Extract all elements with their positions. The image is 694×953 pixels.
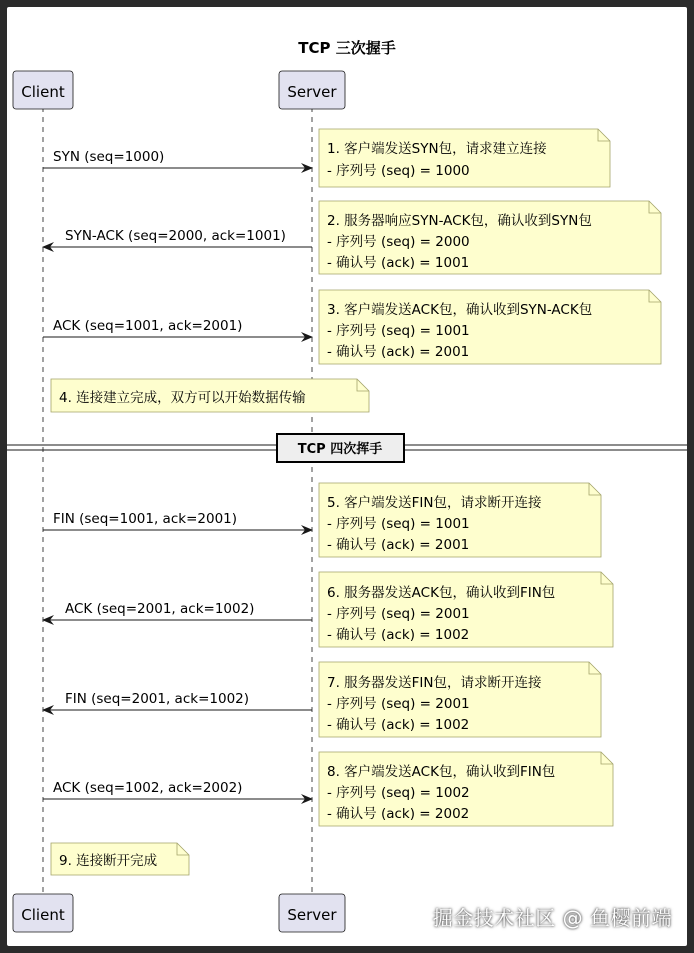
note-5 <box>319 483 601 557</box>
message-ack-server <box>43 601 312 620</box>
note-line: - 序列号 (seq) = 1002 <box>327 785 470 801</box>
message-label: ACK (seq=2001, ack=1002) <box>65 601 255 617</box>
participant-client-label: Client <box>21 906 65 924</box>
participant-server-label: Server <box>287 906 337 924</box>
message-ack <box>43 318 312 337</box>
note-line: 9. 连接断开完成 <box>59 853 158 869</box>
participant-server-label: Server <box>287 83 337 101</box>
note-2 <box>319 201 661 274</box>
message-label: FIN (seq=2001, ack=1002) <box>65 691 250 707</box>
note-1 <box>319 129 610 187</box>
message-fin-client <box>43 511 312 530</box>
note-line: - 序列号 (seq) = 1000 <box>327 163 470 179</box>
message-syn-ack <box>43 228 312 247</box>
note-3 <box>319 290 661 364</box>
participant-server-top <box>279 71 345 109</box>
section-divider <box>7 434 687 462</box>
message-label: ACK (seq=1001, ack=2001) <box>53 318 243 334</box>
note-9 <box>51 843 189 875</box>
message-label: SYN (seq=1000) <box>53 149 165 165</box>
note-line: 1. 客户端发送SYN包，请求建立连接 <box>327 141 547 157</box>
note-line: 5. 客户端发送FIN包，请求断开连接 <box>327 495 542 511</box>
messages <box>43 149 312 799</box>
note-line: 8. 客户端发送ACK包，确认收到FIN包 <box>327 764 556 780</box>
message-fin-server <box>43 691 312 710</box>
participant-client-top <box>13 71 73 109</box>
note-8 <box>319 752 613 826</box>
note-line: - 确认号 (ack) = 1001 <box>327 255 470 271</box>
note-line: - 序列号 (seq) = 2001 <box>327 696 470 712</box>
note-line: - 序列号 (seq) = 2000 <box>327 234 470 250</box>
note-line: - 序列号 (seq) = 2001 <box>327 606 470 622</box>
watermark: 掘金技术社区 @ 鱼樱前端 <box>432 906 672 930</box>
sequence-diagram-canvas <box>7 7 687 946</box>
note-line: - 确认号 (ack) = 1002 <box>327 717 470 733</box>
note-line: - 确认号 (ack) = 2002 <box>327 806 470 822</box>
message-ack-client <box>43 780 312 799</box>
note-line: - 确认号 (ack) = 1002 <box>327 627 470 643</box>
note-line: 2. 服务器响应SYN-ACK包，确认收到SYN包 <box>327 213 592 229</box>
participant-client-label: Client <box>21 83 65 101</box>
note-line: 4. 连接建立完成，双方可以开始数据传输 <box>59 390 306 406</box>
note-line: - 序列号 (seq) = 1001 <box>327 323 470 339</box>
participant-client-bottom <box>13 894 73 932</box>
note-7 <box>319 662 601 737</box>
message-label: FIN (seq=1001, ack=2001) <box>53 511 238 527</box>
note-line: - 序列号 (seq) = 1001 <box>327 516 470 532</box>
sequence-diagram <box>7 7 687 946</box>
note-line: 3. 客户端发送ACK包，确认收到SYN-ACK包 <box>327 302 593 318</box>
note-line: 7. 服务器发送FIN包，请求断开连接 <box>327 675 542 691</box>
note-6 <box>319 572 613 647</box>
message-syn <box>43 149 312 168</box>
diagram-title: TCP 三次握手 <box>298 39 396 57</box>
note-line: - 确认号 (ack) = 2001 <box>327 537 470 553</box>
message-label: SYN-ACK (seq=2000, ack=1001) <box>65 228 286 244</box>
note-line: 6. 服务器发送ACK包，确认收到FIN包 <box>327 585 556 601</box>
note-line: - 确认号 (ack) = 2001 <box>327 344 470 360</box>
divider-label: TCP 四次挥手 <box>297 442 383 457</box>
note-4 <box>51 379 369 412</box>
participant-server-bottom <box>279 894 345 932</box>
message-label: ACK (seq=1002, ack=2002) <box>53 780 243 796</box>
